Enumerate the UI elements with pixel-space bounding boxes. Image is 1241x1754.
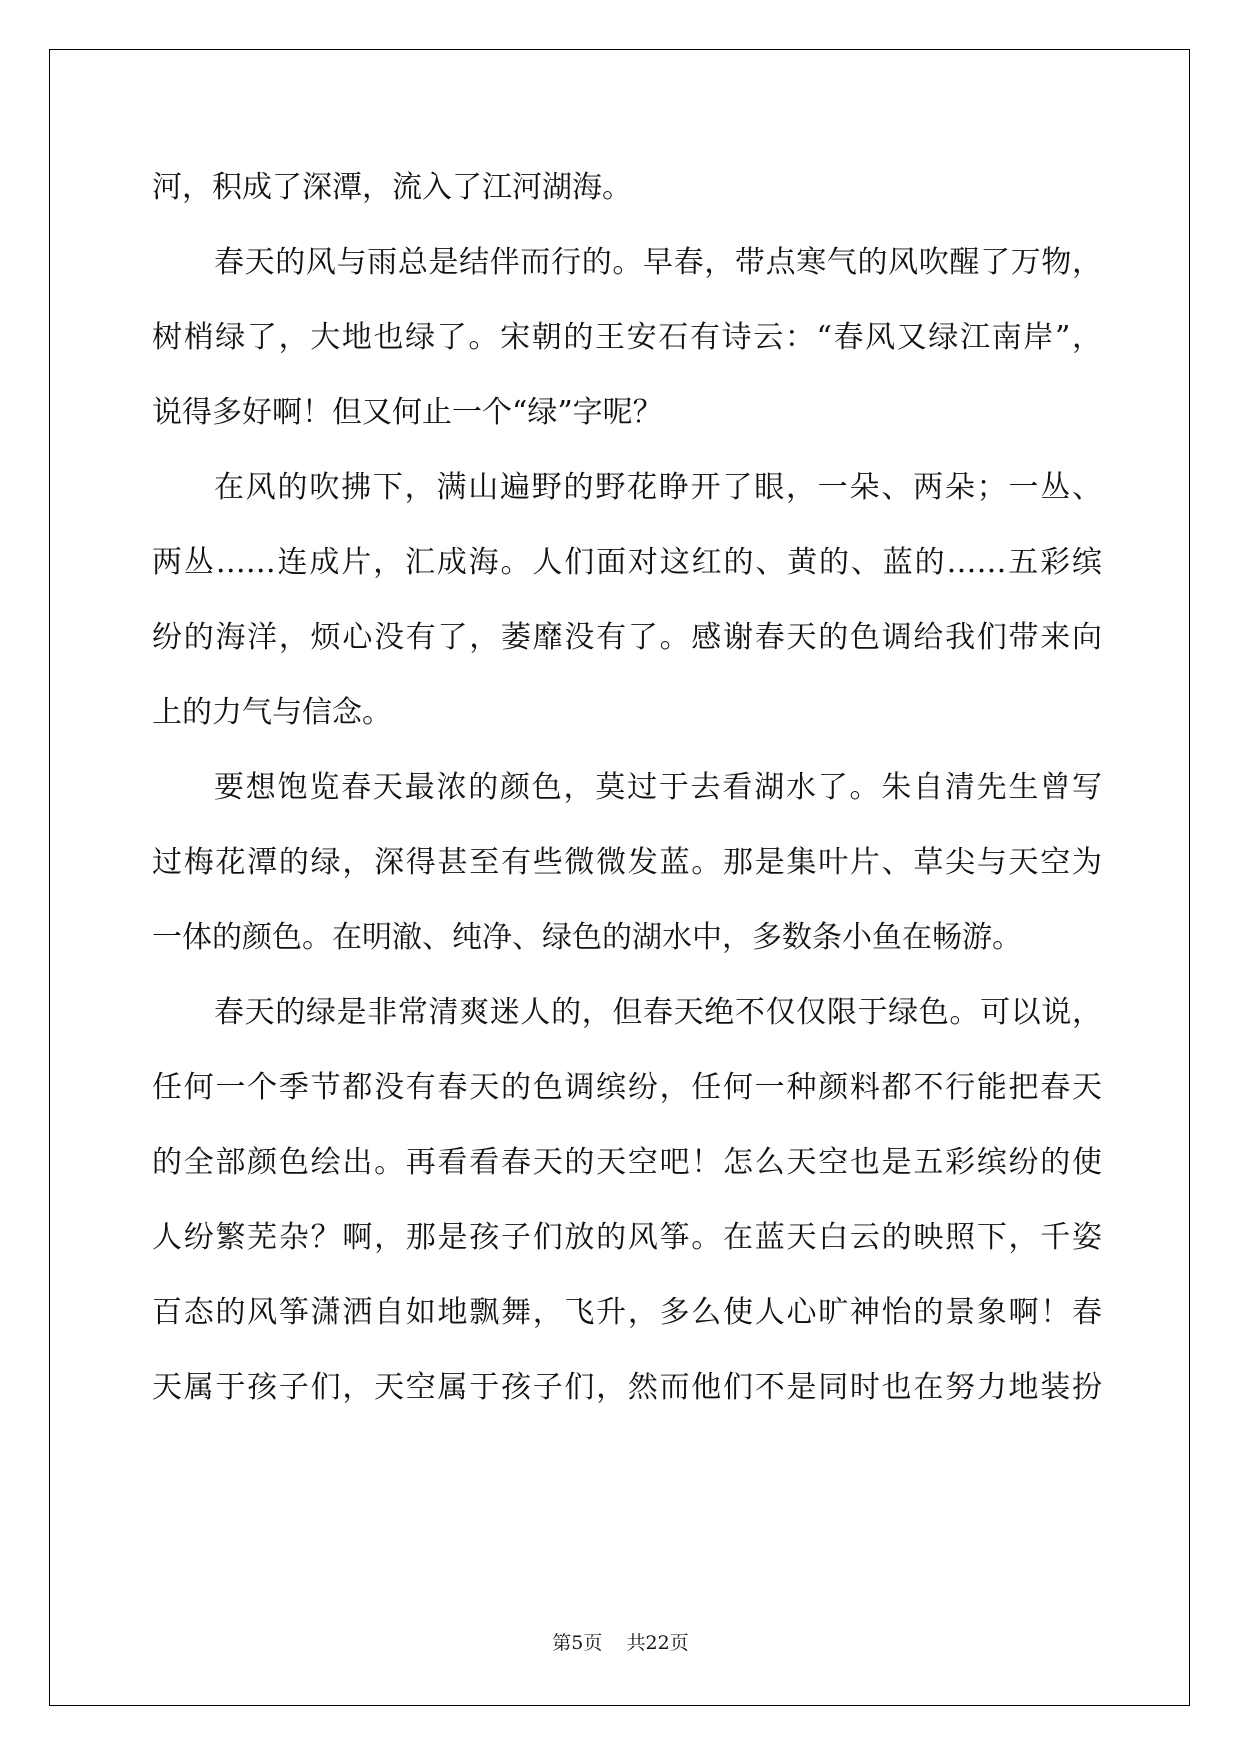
text-line: 任何一个季节都没有春天的色调缤纷，任何一种颜料都不行能把春天 <box>152 1070 1102 1105</box>
text-line: 春天的风与雨总是结伴而行的。早春，带点寒气的风吹醒了万物， <box>214 245 1102 280</box>
text-line: 纷的海洋，烦心没有了，萎靡没有了。感谢春天的色调给我们带来向 <box>152 620 1102 655</box>
text-line: 说得多好啊！但又何止一个“绿”字呢？ <box>152 395 663 430</box>
text-line: 一体的颜色。在明澈、纯净、绿色的湖水中，多数条小鱼在畅游。 <box>152 920 1022 955</box>
text-line: 的全部颜色绘出。再看看春天的天空吧！怎么天空也是五彩缤纷的使 <box>152 1145 1102 1180</box>
text-line: 百态的风筝潇洒自如地飘舞，飞升，多么使人心旷神怡的景象啊！春 <box>152 1295 1102 1330</box>
text-line: 上的力气与信念。 <box>152 695 392 730</box>
page-footer <box>0 1628 1241 1655</box>
text-line: 要想饱览春天最浓的颜色，莫过于去看湖水了。朱自清先生曾写 <box>214 770 1102 805</box>
text-line: 天属于孩子们，天空属于孩子们，然而他们不是同时也在努力地装扮 <box>152 1370 1102 1405</box>
text-line: 在风的吹拂下，满山遍野的野花睁开了眼，一朵、两朵；一丛、 <box>214 470 1102 505</box>
document-body <box>152 150 1102 1425</box>
text-line: 树梢绿了，大地也绿了。宋朝的王安石有诗云：“春风又绿江南岸”， <box>152 320 1102 355</box>
text-line: 人纷繁芜杂？啊，那是孩子们放的风筝。在蓝天白云的映照下，千姿 <box>152 1220 1102 1255</box>
text-line: 两丛……连成片，汇成海。人们面对这红的、黄的、蓝的……五彩缤 <box>152 545 1102 580</box>
text-line: 河，积成了深潭，流入了江河湖海。 <box>152 170 632 205</box>
text-line: 过梅花潭的绿，深得甚至有些微微发蓝。那是集叶片、草尖与天空为 <box>152 845 1102 880</box>
current-page-label: 第5页 <box>552 1632 603 1654</box>
total-pages-label: 共22页 <box>626 1632 689 1654</box>
text-line: 春天的绿是非常清爽迷人的，但春天绝不仅仅限于绿色。可以说， <box>214 995 1102 1030</box>
